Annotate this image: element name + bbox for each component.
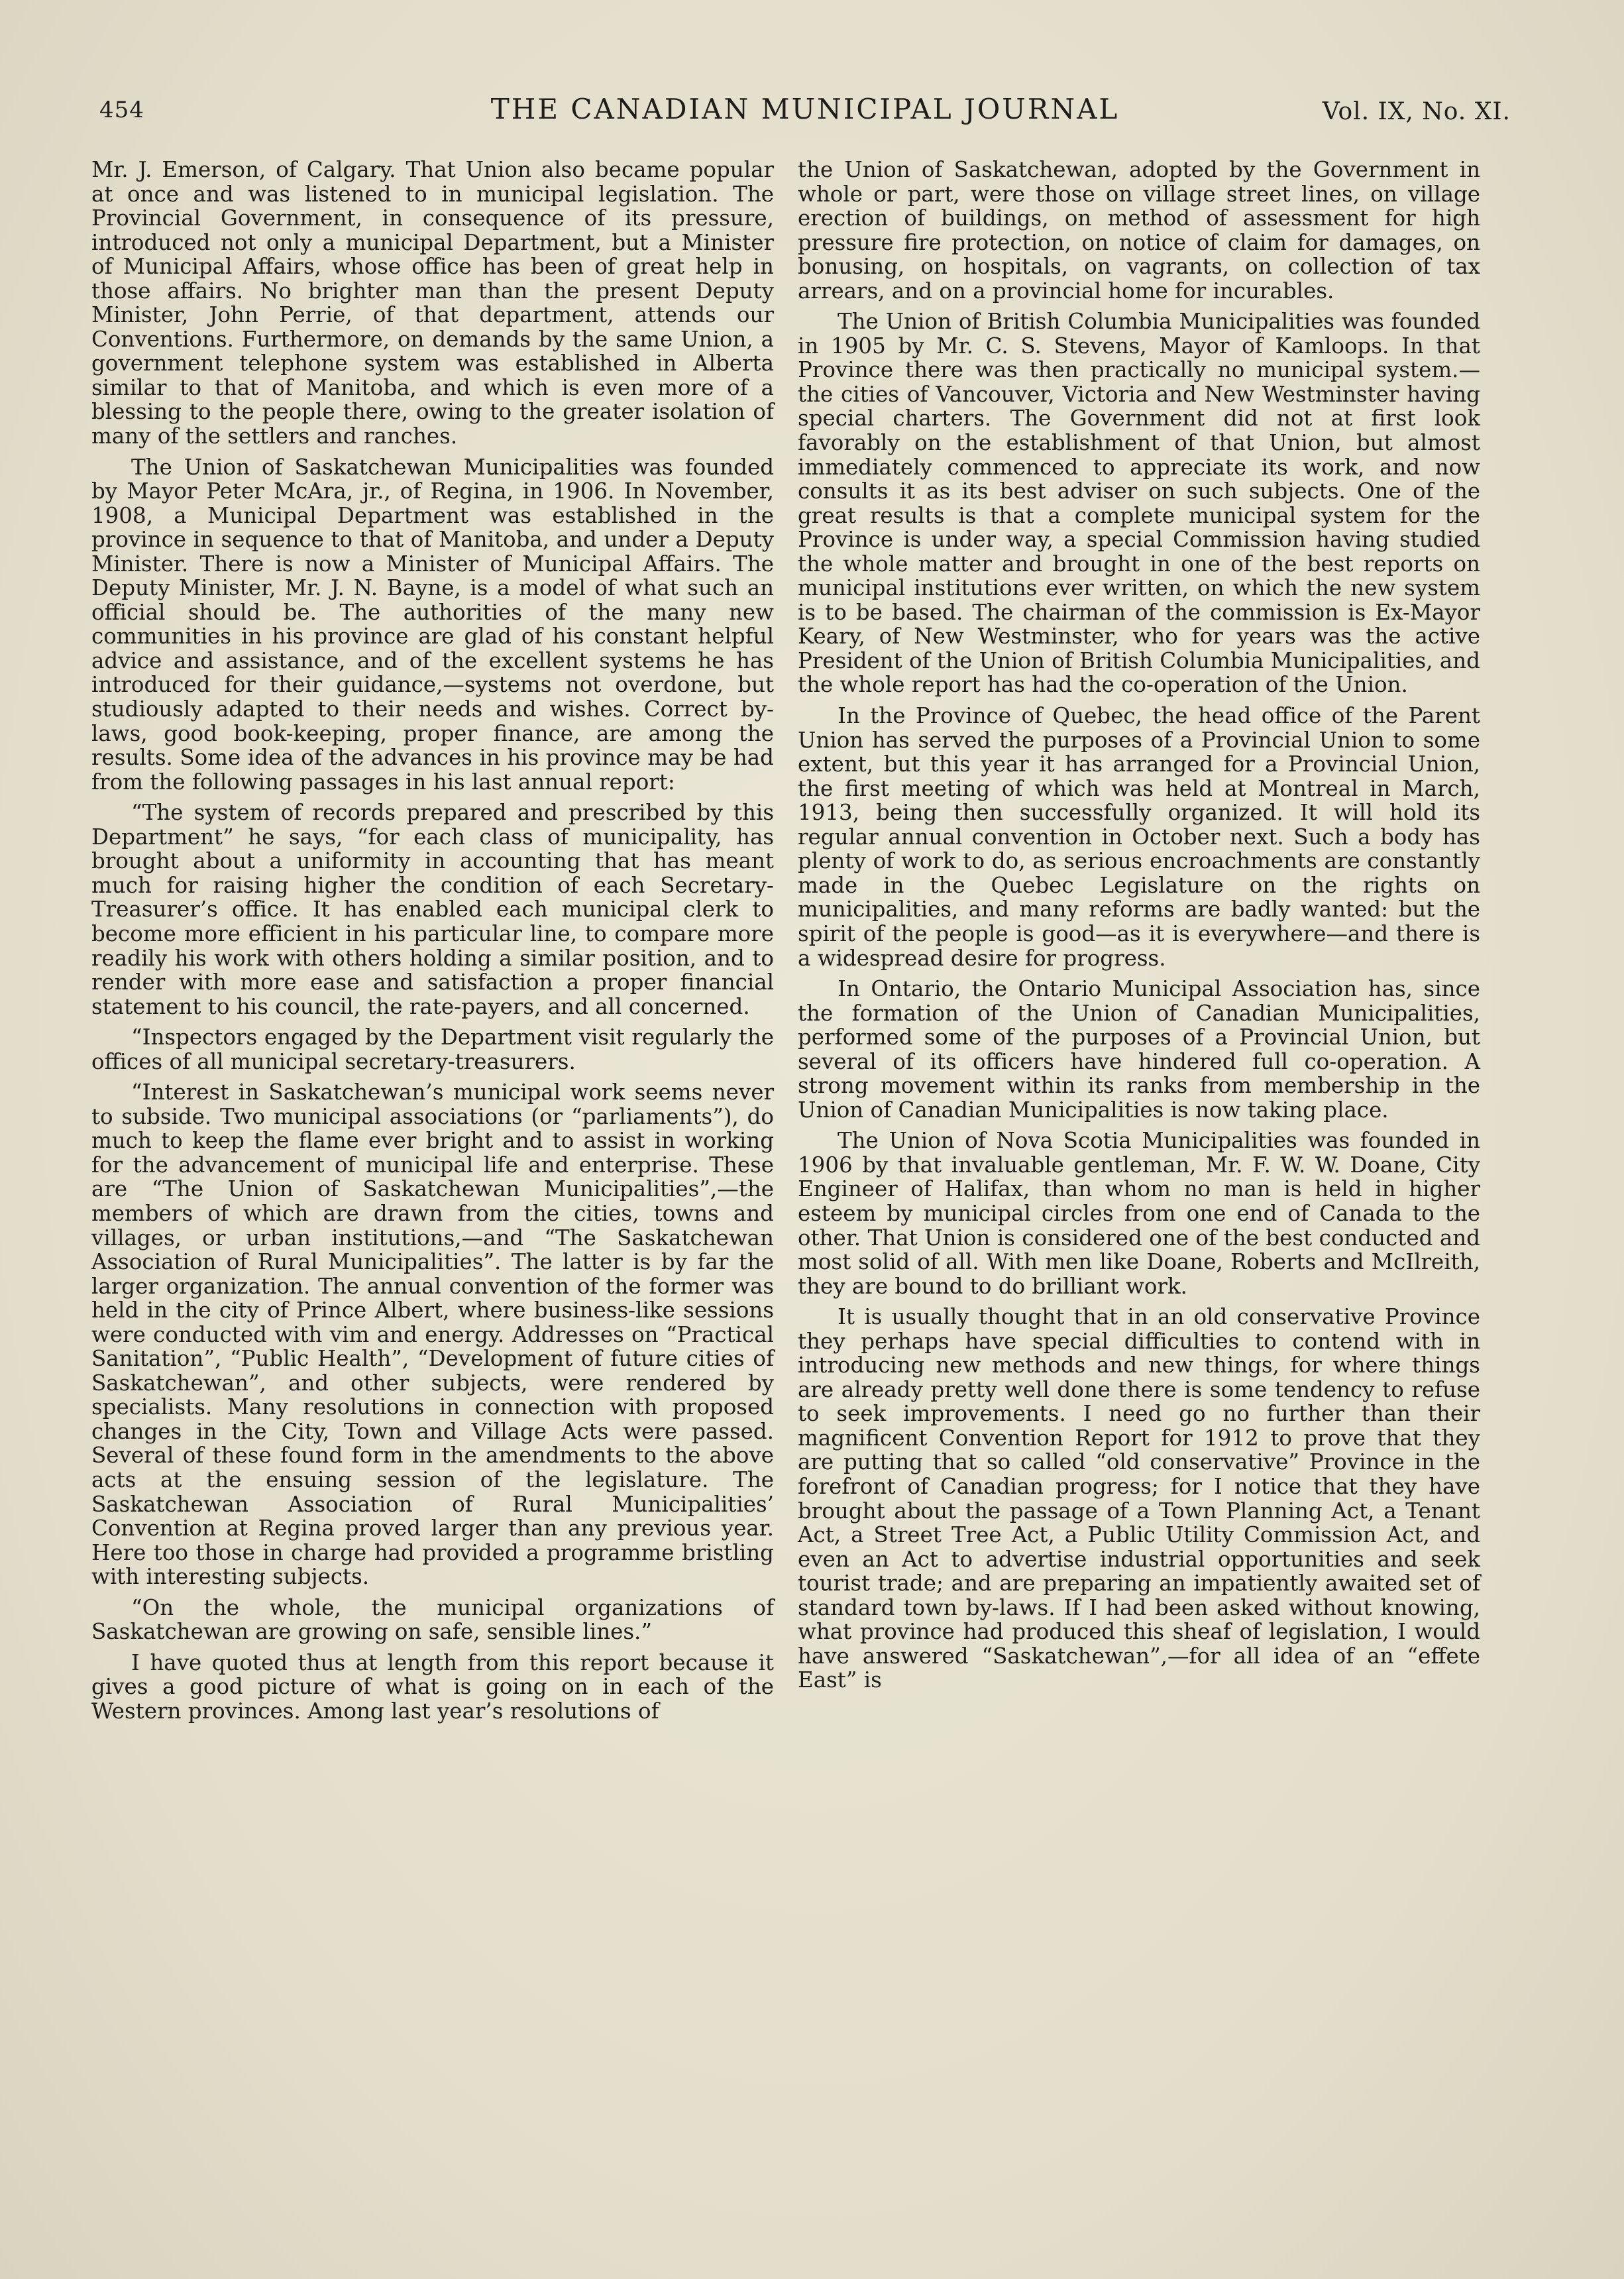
paragraph: “Inspectors engaged by the Department visit regularly the offices of all municipal secretary-treasurers. — [91, 1025, 774, 1074]
right-column — [798, 158, 1480, 1693]
paragraph: The Union of Nova Scotia Municipalities was founded in 1906 by that invaluable gentleman, Mr. F. W. W. Doane, City Engineer of Halifax, than whom no man is held in higher esteem by municipal circles from one end of Canada to the other. That Union is considered one of the best conducted and most solid of all. With men like Doane, Roberts and McIlreith, they are bound to do brilliant work. — [798, 1128, 1480, 1299]
paragraph: “On the whole, the municipal organizations of Saskatchewan are growing on safe, sensible lines.” — [91, 1594, 774, 1645]
volume-issue: Vol. IX, No. XI. — [1322, 98, 1511, 125]
paragraph: the Union of Saskatchewan, adopted by the Government in whole or part, were those on village street lines, on village erection of buildings, on method of assessment for high pressure fire protection, on notice of claim for damages, on bonusing, on hospitals, on vagrants, on collection of tax arrears, and on a provincial home for incurables. — [798, 157, 1480, 304]
paragraph: Mr. J. Emerson, of Calgary. That Union also became popular at once and was listened to in municipal legislation. The Provincial Government, in consequence of its pressure, introduced not only a municipal Department, but a Minister of Municipal Affairs, whose office has been of great help in those affairs. No brighter man than the present Deputy Minister, John Perrie, of that department, attends our Conventions. Furthermore, on demands by the same Union, a government telephone system was established in Alberta similar to that of Manitoba, and which is even more of a blessing to the people there, owing to the greater isolation of many of the settlers and ranches. — [91, 157, 774, 449]
paragraph: I have quoted thus at length from this report because it gives a good picture of what is going on in each of the Western provinces. Among last year’s resolutions of — [91, 1649, 774, 1724]
journal-title: THE CANADIAN MUNICIPAL JOURNAL — [490, 93, 1120, 125]
paragraph: “Interest in Saskatchewan’s municipal work seems never to subside. Two municipal associations (or “parliaments”), do much to keep the flame ever bright and to assist in working for the advancement of municipal life and enterprise. These are “The Union of Saskatchewan Municipalities”,—the members of which are drawn from the cities, towns and villages, or urban institutions,—and “The Saskatchewan Association of Rural Municipalities”. The latter is by far the larger organization. The annual convention of the former was held in the city of Prince Albert, where business-like sessions were conducted with vim and energy. Addresses on “Practical Sanitation”, “Public Health”, “Development of future cities of Saskatchewan”, and other subjects, were rendered by specialists. Many resolutions in connection with proposed changes in the City, Town and Village Acts were passed. Several of these found form in the amendments to the above acts at the ensuing session of the legislature. The Saskatchewan Association of Rural Municipalities’ Convention at Regina proved larger than any previous year. Here too those in charge had provided a programme bristling with interesting subjects. — [91, 1080, 774, 1590]
page-header — [99, 93, 1511, 137]
paragraph: The Union of British Columbia Municipalities was founded in 1905 by Mr. C. S. Stevens, Mayor of Kamloops. In that Province there was then practically no municipal system.—the cities of Vancouver, Victoria and New Westminster having special charters. The Government did not at first look favorably on the establishment of that Union, but almost immediately commenced to appreciate its work, and now consults it as its best adviser on such subjects. One of the great results is that a complete municipal system for the Province is under way, a special Commission having studied the whole matter and brought in one of the best reports on municipal institutions ever written, on which the new system is to be based. The chairman of the commission is Ex-Mayor Keary, of New Westminster, who for years was the active President of the Union of British Columbia Municipalities, and the whole report has had the co-operation of the Union. — [798, 309, 1480, 698]
paragraph: In Ontario, the Ontario Municipal Association has, since the formation of the Union of Canadian Municipalities, performed some of the purposes of a Provincial Union, but several of its officers have hindered full co-operation. A strong movement within its ranks from membership in the Union of Canadian Municipalities is now taking place. — [798, 976, 1480, 1123]
paragraph: The Union of Saskatchewan Municipalities was founded by Mayor Peter McAra, jr., of Regina, in 1906. In November, 1908, a Municipal Department was established in the province in sequence to that of Manitoba, and under a Deputy Minister. There is now a Minister of Municipal Affairs. The Deputy Minister, Mr. J. N. Bayne, is a model of what such an official should be. The authorities of the many new communities in his province are glad of his constant helpful advice and assistance, and of the excellent systems he has introduced for their guidance,—systems not overdone, but studiously adapted to their needs and wishes. Correct by-laws, good book-keeping, proper finance, are among the results. Some idea of the advances in his province may be had from the following passages in his last annual report: — [91, 454, 774, 795]
left-column — [91, 158, 774, 1723]
paragraph: “The system of records prepared and prescribed by this Department” he says, “for each class of municipality, has brought about a uniformity in accounting that has meant much for raising higher the condition of each Secretary-Treasurer’s office. It has enabled each municipal clerk to become more efficient in his particular line, to compare more readily his work with others holding a similar position, and to render with more ease and satisfaction a proper financial statement to his council, the rate-payers, and all concerned. — [91, 800, 774, 1019]
paragraph: In the Province of Quebec, the head office of the Parent Union has served the purposes of a Provincial Union to some extent, but this year it has arranged for a Provincial Union, the first meeting of which was held at Montreal in March, 1913, being then successfully organized. It will hold its regular annual convention in October next. Such a body has plenty of work to do, as serious encroachments are constantly made in the Quebec Legislature on the rights on municipalities, and many reforms are badly wanted: but the spirit of the people is good—as it is everywhere—and there is a widespread desire for progress. — [798, 703, 1480, 971]
paragraph: It is usually thought that in an old conservative Province they perhaps have special difficulties to contend with in introducing new methods and new things, for where things are already pretty well done there is some tendency to refuse to seek improvements. I need go no further than their magnificent Convention Report for 1912 to prove that they are putting that so called “old conservative” Province in the forefront of Canadian progress; for I notice that they have brought about the passage of a Town Planning Act, a Tenant Act, a Street Tree Act, a Public Utility Commission Act, and even an Act to advertise industrial opportunities and seek tourist trade; and are preparing an impatiently awaited set of standard town by-laws. If I had been asked without knowing, what province had produced this sheaf of legislation, I would have answered “Saskatchewan”,—for all idea of an “effete East” is — [798, 1304, 1480, 1693]
page-number: 454 — [99, 97, 144, 123]
